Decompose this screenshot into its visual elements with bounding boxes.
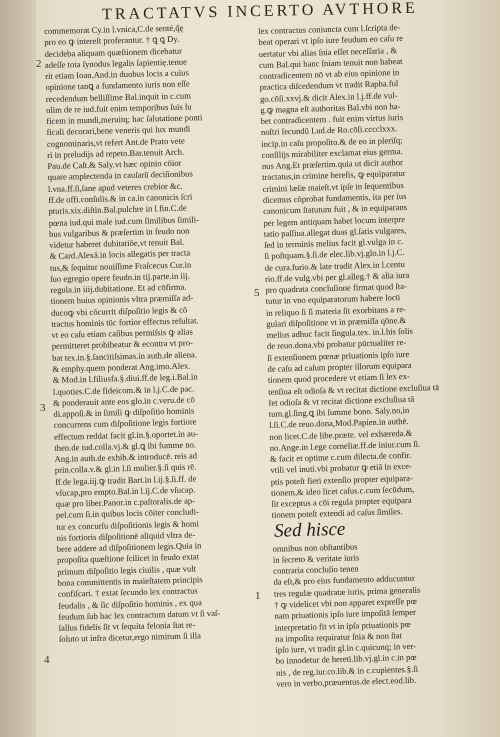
text-line: contraria concluſio tenen (273, 563, 359, 577)
text-line: in reliquo ſi ſi materia ſit exorbitans a re- (265, 303, 406, 318)
text-line: opinione tanꝗ a fundamento iuris non eſſe (45, 78, 190, 93)
text-line: conſilijs mirabiliter exclamat eius germa. (261, 145, 403, 160)
text-line: lex contractus coniuncta cum l.ſcripta de- (258, 22, 401, 36)
text-line: & facit et optime c.cum dilecta.de confir. (269, 449, 412, 464)
text-line: propoſita quæſtione ſcilicet in feudo extat (56, 551, 200, 566)
running-header: TRACTATVS INCERTO AVTHORE (101, 0, 419, 24)
text-line: & emphy.quem ponderat Ang.imo.Alex. (52, 360, 191, 374)
left-text-column (44, 21, 274, 646)
text-line: incip.in caſu propoſito.& de eo in pleriſq; (261, 134, 403, 149)
text-line: videtur haberet dubitatiōe,vt tenuit Bal. (49, 236, 185, 250)
text-line: quæ pro liber.Panor.in c.paſtoralis.de ap- (55, 495, 196, 510)
text-line: † ꝙ videlicet vbi non apparet expreſſe pœ (274, 595, 417, 610)
text-line: ri in preludijs ad repeto.Bar.tenuit Arch. (47, 146, 185, 160)
text-line: crimini læſæ maieſt.vt ipſe in ſequentibus (262, 179, 404, 194)
text-line: nus Ang.Et præſertim.quia ut dicit author (261, 157, 404, 172)
text-line: effectum reddat facit gl.in.§.oportet.in au- (53, 427, 199, 442)
text-line: pturis.xix.diſtin.Bal.pulchre in l.fin.C.de (48, 202, 187, 217)
text-line: in ſecreto & veritate iuris (272, 552, 360, 565)
text-line: vtili vel inuti.vbi probatur ꝙ etiā in exce- (270, 461, 413, 476)
text-line: nis fortioris diſpoſitionē aliquid vltra de- (56, 529, 196, 543)
text-line: tionem quod procedere vt etiam ſi lex ex- (267, 371, 410, 386)
text-line: regula.in iiij.dubitatione. Et ad cōfirma. (50, 281, 187, 296)
text-line: tionem poteſt extendi ad caſus ſimiles. (271, 506, 403, 521)
text-line: bat tex.in.§.ſancitiſsimas.in auth.de aliena. (51, 349, 198, 363)
text-line: concurrens cum diſpoſitione legis fortiore (53, 416, 197, 431)
section-initial-words: Sed hisce (273, 518, 346, 542)
text-line: de caſu ad caſum propter illorum equipara (267, 359, 412, 374)
text-line: gulari diſpoſitione vt in præmiſſa qōne.& (266, 314, 407, 329)
text-line: de reuo.dona.vbi probatur pūctualiter re- (266, 337, 407, 352)
text-line: contradicentem nō vt ab eius opinione in (259, 67, 400, 82)
text-line: interpretatio fit vt in ipſa priuationis pœ (274, 618, 411, 633)
text-line: canonicum ſtatutum fuit , & in equiparans (263, 202, 408, 217)
text-line: nis , de reg.iur.co.lib.& in c.cupientes.§.ſi (275, 663, 419, 678)
margin-number: 1 (255, 590, 261, 602)
text-line: ptis poteſt fieri extenſio propter equipara- (270, 472, 413, 487)
text-line: & Card.Alexā.in locis allegatis per tracta (49, 247, 191, 262)
text-line: ff.de lega.iij.ꝙ tradit Bart.in l.ij.§.ſi.ff. de (55, 473, 197, 487)
text-line: confiſcari. † extat ſecundo lex contractus (57, 585, 198, 600)
text-line: l.ſi.C.de reuo.dona,Mod.Papien.in authē. (269, 416, 409, 431)
text-line: ſoluto ut infra dicetur,ergo nimirum ſi illa (58, 630, 202, 645)
text-line: tres regulæ quadratæ iuris, prima generalis (273, 584, 421, 599)
text-line: tutur in vno equiparatorum habere locū (265, 292, 401, 307)
text-line: noſtri ſecundū Lud.de Ro.cōſi.cccclxxx. (260, 123, 398, 138)
text-line: Pau.de Caſt.& Saly.vt hæc opinio cōior (47, 157, 182, 172)
text-line: permitteret prohibeatur & econtra vt pro- (51, 337, 193, 352)
text-line: & ponderauit ante eos glo.in c.veru.de cō (53, 394, 195, 408)
text-line: ficem in mundi,meruitq; hac ſalutatione ponti (46, 112, 203, 127)
text-line: rio.ff.de vulg.vbi per gl.alleg.† & alia iura (264, 269, 410, 284)
text-line: tur ex concurſu diſpoſitionis legis & homi (56, 518, 200, 532)
text-line: non licet.C.de libe.præte. vel exhæreda.& (269, 427, 413, 442)
text-line: tatio paſſiua.allegat duas gl.ſatis vulgares, (263, 224, 407, 239)
text-line: tractatus,in crimine hereſis, ꝙ equiparatur (262, 168, 406, 183)
text-line: bo innodetur de hereti.lib.vj.gl.in c.in pœ (275, 652, 417, 667)
text-line: cum Bal.qui hanc ſniam tenuit non habeat (258, 55, 403, 70)
text-line: ficali decorari,bene veneris qui lux mundi (46, 123, 191, 138)
text-line: ſi poſtquam.§.ſi.de elec.lib.vj.glo.in l.j.C. (264, 247, 405, 262)
text-line: bet contradicentem . fuit enim virtus iuris (260, 112, 404, 127)
text-line: ſed in terminis melius facit gl.vulga in c. (263, 236, 404, 250)
text-line: bere addere ad diſpoſitionem legis.Quia in (56, 540, 202, 555)
text-line: melius adhuc facit ſingula.tex. in.l.his ſolis (266, 325, 414, 341)
text-line: feudum ſub hac lex contractum datum vt ſi vaſ- (58, 607, 221, 622)
page-gutter-shadow (0, 0, 36, 737)
text-line: fet odioſa & vt recitat dictione excluſiua tā (268, 393, 415, 408)
text-line: l.vna.ff.ſi,ſane apud veteres crebior &c. (47, 180, 183, 194)
text-line: adeſſe tota ſynodus legalis ſapientię.tenue (44, 56, 188, 70)
text-line: no.Ange.in l.ege corneliæ.ff.de iniur.cum ſi. (269, 438, 421, 453)
text-line: uertatur vbi alias ſnia eſſet neceſſaria , & (258, 44, 398, 59)
text-line: tionem huius opinionis vltra præmiſſa ad- (50, 292, 194, 307)
text-line: pro eo ꝙ intereſt proferantur. † ꝗ ꝗ Dy. (44, 33, 180, 48)
text-line: pro quadrata concluſione firmat quod ſta- (265, 281, 407, 296)
text-line: tractus hominis tūc fortior effectus reſultat. (51, 315, 199, 329)
text-line: ſit exceptus a cōi regula propter equipara (271, 495, 412, 509)
text-line: l.quoties.C.de fideicom.& in l.j.C.de pac. (52, 382, 195, 397)
text-line: omnibus non obſtantibus (272, 541, 358, 554)
text-line: bus vulgaribus & præſertim in feudo non (48, 225, 190, 239)
text-line: primum diſpoſitio legis ciuilis , quæ vult (57, 563, 197, 577)
text-line: ſallus fidelis ſit vt ſequita felonia ſtat re- (58, 619, 196, 633)
text-line: tenſiua eſt odioſa & vt recitat dictione excluſiua tā (268, 381, 440, 397)
text-line: decideba aliquam quæſtionem dicebatur (44, 45, 182, 59)
text-line: go.cōſi.xxvj.& dicit Alex.in l.j.ff.de vul- (259, 89, 398, 104)
text-line: practica diſcedendum vt tradit Rapha.ful (259, 78, 399, 93)
text-line: vero in verbo,præuentus.de elect.eod.lib. (276, 674, 417, 689)
text-line: da eſt,& pro eius fundamento adducuntur (273, 573, 415, 588)
text-line: olim de re iud.fuit enim temporibus ſuis lu (45, 101, 192, 115)
text-line: pœna iud.qui male iud.cum ſimilibus ſimili- (48, 213, 200, 228)
text-line: recedendum belliſſime Bal.inquit in c.cum (45, 90, 191, 104)
margin-number: 2 (36, 58, 42, 70)
text-line: ipſo iure, vt tradit gl.in c.quicunq; in ver- (275, 640, 417, 655)
margin-number: 3 (40, 402, 46, 414)
text-line: pel.cum ſi.in quibus locis cōiter concludi- (55, 506, 200, 521)
text-line: nam priuationis ipſo iure impoſitā ſemper (274, 607, 417, 622)
text-line: na impoſita requiratur ſnia & non ſtat (274, 630, 403, 644)
text-line: dicemus cōprobat fundamentis, ita per ius (262, 190, 407, 205)
text-line: per legem antiquam habet locum interpre (263, 213, 406, 228)
text-line: commemorat Cy.in l.vnica,C.de senté,q̃ę (44, 22, 184, 36)
text-line: rit etiam Ioan.And.in duobus locis a cuius (45, 67, 189, 82)
text-line: de cura.furio.& late tradit Alex.in l.centu (264, 258, 405, 273)
text-line: cognominaris,vt refert Ant.de Prato vete (46, 135, 185, 149)
margin-number: 5 (254, 287, 260, 299)
text-line: ducoꝙ vbi cōcurrit diſpoſitio legis & cō (50, 304, 188, 318)
margin-number: 4 (44, 654, 50, 666)
text-line: tus,& ſequitur nouiſſime Fraſcecus Cur.in (49, 259, 192, 273)
text-line: quare amplectenda in cauſarū deciſionibus (47, 168, 193, 183)
text-line: beat operari vt ipſo iure feudum eo caſu re (258, 33, 404, 48)
text-line: Ang.in auth.de exhib.& introducē. reis ad (54, 450, 198, 464)
text-line: g.ꝙ magna eſt authoritas Bal.vbi non ha- (260, 100, 401, 115)
text-line: & Mod.in l.filiusfa.§.diui.ff.de leg.i.Bal.in (52, 371, 198, 386)
text-line: ſi extenſionem pœnæ priuationis ipſo iure (267, 348, 410, 363)
text-line: tum.gl.ſing.ꝗ ibi ſumme bono. Saly.no,in (268, 404, 410, 419)
text-line: prin.colla.v.& gl.in l.ſi mulier.§.ſi quis rē. (54, 461, 197, 476)
text-line: feudalis , & ſic diſpoſitio hominis , ex qua (58, 596, 202, 611)
text-line: then.de iud.colla.vj.& gl.ꝗ ibi fumme no. (54, 439, 197, 453)
text-line: bona committentis in maieſtatem principis (57, 574, 203, 588)
text-line: vſucap,pro empto.Bal.in l.ij.C.de vſucap. (55, 484, 196, 498)
text-line: vt eo caſu etiam caſibus permiſsis ꝙ alias (51, 326, 193, 341)
text-line: ff.de offi.conſulis.& in ca.in canonicis ſcri (48, 191, 193, 205)
right-text-column (258, 20, 491, 690)
text-line: di.appoſi.& in ſimili ꝙ diſpoſitio hominis (53, 405, 195, 419)
text-line: ſuo egregio opere feudo.in tij.parte.in iij. (50, 270, 190, 284)
text-line: tionem,& ideo licet caſus.c.cum ſecūdum, (270, 483, 415, 498)
